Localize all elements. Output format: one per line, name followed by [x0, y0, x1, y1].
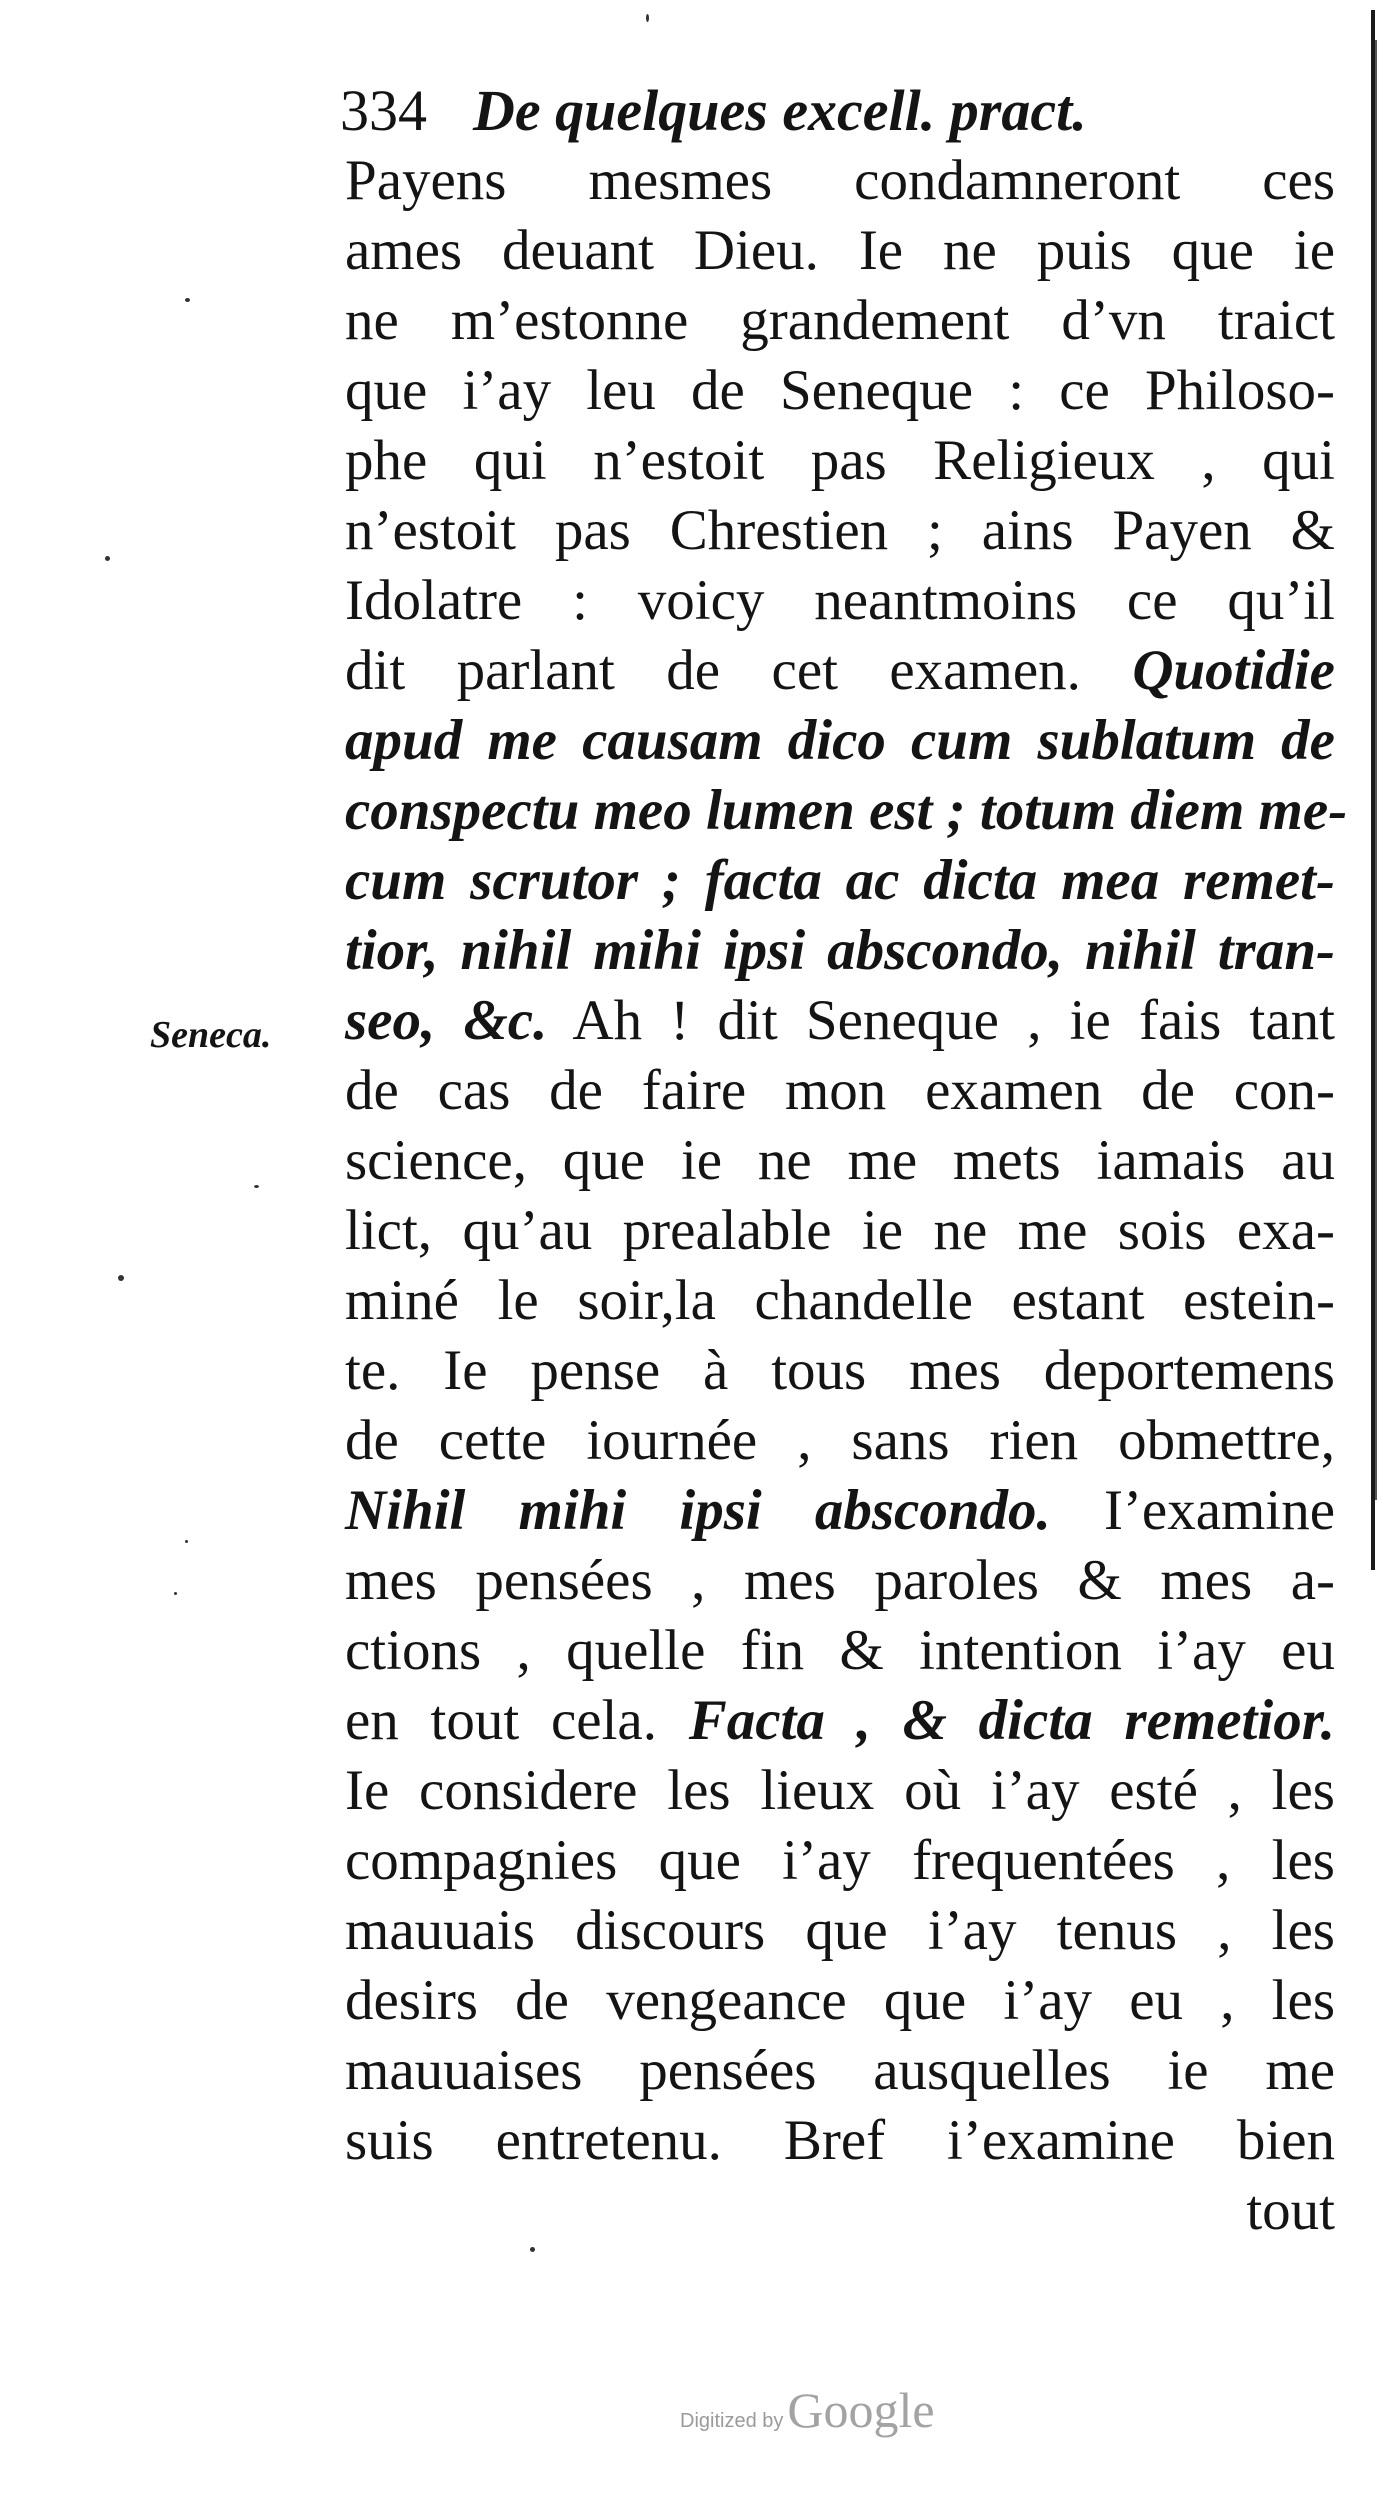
text-span: desirs de vengeance que i’ay eu , les [345, 1969, 1335, 2032]
digitization-watermark [680, 2380, 935, 2440]
scan-speck [118, 1275, 124, 1281]
text-span: ctions , quelle fin & intention i’ay eu [345, 1619, 1335, 1682]
text-line [345, 356, 1335, 426]
text-line [345, 1686, 1335, 1756]
scan-speck [174, 1592, 177, 1595]
latin-quote-span: conspectu meo lumen est ; totum diem me- [345, 779, 1348, 842]
text-line [345, 1616, 1335, 1686]
scan-speck [254, 1185, 259, 1188]
text-line [345, 1476, 1335, 1546]
text-span: te. Ie pense à tous mes deportemens [345, 1339, 1335, 1402]
text-line [345, 426, 1335, 496]
digitized-label: Digitized by [680, 2410, 784, 2432]
latin-quote-span: tior, nihil mihi ipsi abscondo, nihil tran- [345, 919, 1335, 982]
margin-note: Seneca. [150, 1014, 272, 1056]
text-line [345, 146, 1335, 216]
text-line [345, 986, 1335, 1056]
text-line [345, 916, 1335, 986]
body-text [345, 146, 1348, 2246]
text-span: Payens mesmes condamneront ces [345, 149, 1335, 212]
scan-speck [646, 14, 649, 22]
text-line [345, 1546, 1335, 1616]
text-line [345, 1966, 1335, 2036]
text-span: de cas de faire mon examen de con- [345, 1059, 1335, 1122]
text-line [345, 1406, 1335, 1476]
catchword: tout [1246, 2179, 1335, 2242]
text-span: mauuais discours que i’ay tenus , les [345, 1899, 1335, 1962]
text-line [345, 1336, 1335, 1406]
scan-speck [185, 298, 190, 302]
text-line [345, 636, 1335, 706]
page-number: 334 [340, 78, 427, 143]
scan-speck [105, 556, 110, 561]
text-line [345, 1266, 1335, 1336]
text-line [345, 846, 1335, 916]
text-span: que i’ay leu de Seneque : ce Philoso- [345, 359, 1335, 422]
text-line [345, 496, 1335, 566]
page-edge-shadow-inner [1375, 40, 1377, 1500]
text-line [345, 1756, 1335, 1826]
scan-speck [185, 1540, 188, 1543]
text-span: mauuaises pensées ausquelles ie me [345, 2039, 1335, 2102]
text-span: science, que ie ne me mets iamais au [345, 1129, 1335, 1192]
scan-speck [530, 2247, 535, 2252]
latin-quote-span: seo, &c. [345, 989, 548, 1052]
text-span: Ah ! dit Seneque , ie fais tant [547, 989, 1335, 1052]
text-line [345, 2036, 1335, 2106]
text-line [345, 1126, 1335, 1196]
latin-quote-span: Nihil mihi ipsi abscondo. [345, 1479, 1051, 1542]
running-header [340, 76, 1340, 146]
text-span: Idolatre : voicy neantmoins ce qu’il [345, 569, 1335, 632]
text-span: lict, qu’au prealable ie ne me sois exa- [345, 1199, 1335, 1262]
text-line [345, 286, 1335, 356]
text-span: suis entretenu. Bref i’examine bien [345, 2109, 1335, 2172]
text-line [345, 1196, 1335, 1266]
text-span: I’examine [1050, 1479, 1335, 1542]
text-span: ne m’estonne grandement d’vn traict [345, 289, 1335, 352]
text-line [345, 2106, 1335, 2176]
latin-quote-span: apud me causam dico cum sublatum de [345, 709, 1335, 772]
text-line [345, 1896, 1335, 1966]
text-line [345, 776, 1348, 846]
text-span: en tout cela. [345, 1689, 689, 1752]
text-line [345, 1056, 1335, 1126]
text-span: mes pensées , mes paroles & mes a- [345, 1549, 1335, 1612]
text-line [345, 216, 1335, 286]
text-span: dit parlant de cet examen. [345, 639, 1133, 702]
latin-quote-span: Quotidie [1132, 639, 1335, 702]
text-span: miné le soir,la chandelle estant estein- [345, 1269, 1335, 1332]
text-line [345, 1826, 1335, 1896]
text-line [345, 706, 1335, 776]
running-title: De quelques excell. pract. [473, 78, 1087, 143]
text-span: phe qui n’estoit pas Religieux , qui [345, 429, 1335, 492]
text-span: de cette iournée , sans rien obmettre, [345, 1409, 1335, 1472]
latin-quote-span: cum scrutor ; facta ac dicta mea remet- [345, 849, 1335, 912]
text-span: ames deuant Dieu. Ie ne puis que ie [345, 219, 1335, 282]
text-span: compagnies que i’ay frequentées , les [345, 1829, 1335, 1892]
text-span: Ie considere les lieux où i’ay esté , les [345, 1759, 1335, 1822]
latin-quote-span: Facta , & dicta remetior. [688, 1689, 1335, 1752]
text-span: n’estoit pas Chrestien ; ains Payen & [345, 499, 1335, 562]
google-logo: Google [787, 2382, 935, 2438]
text-line [345, 566, 1335, 636]
